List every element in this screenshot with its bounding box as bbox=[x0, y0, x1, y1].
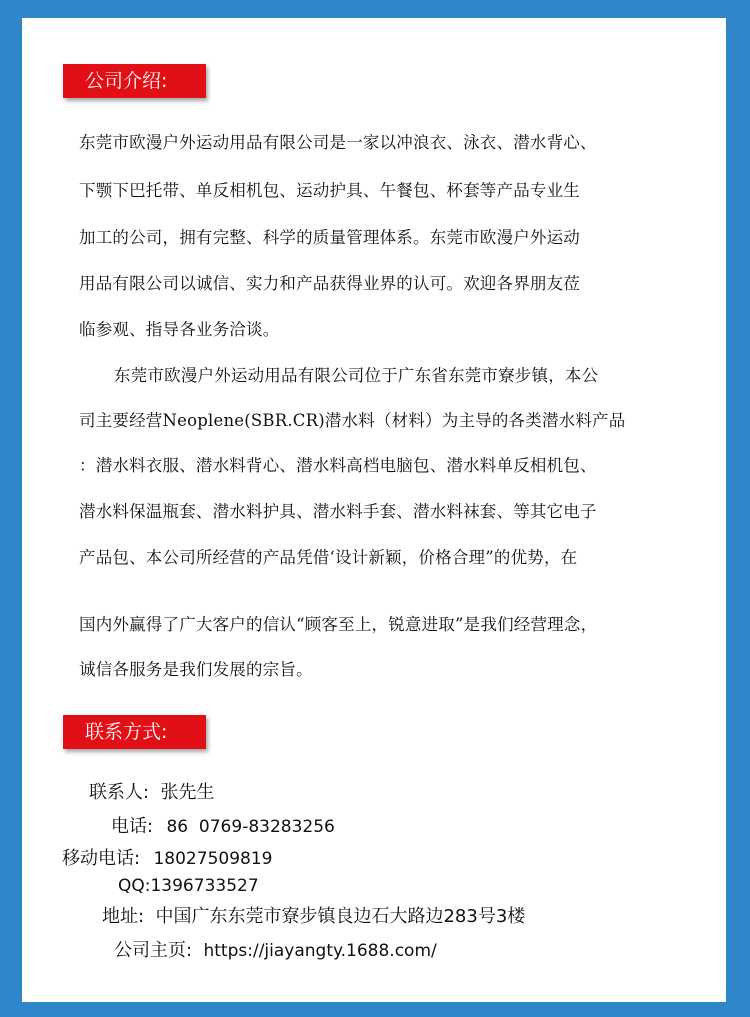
contact-person-label: 联系人: bbox=[89, 782, 150, 803]
address-row bbox=[102, 902, 525, 928]
intro-line-1: 东莞市欧漫户外运动用品有限公司是一家以冲浪衣、泳衣、潜水背心、 bbox=[79, 133, 597, 152]
intro-line-3: 加工的公司，拥有完整、科学的质量管理体系。东莞市欧漫户外运动 bbox=[79, 228, 580, 247]
intro-line-8: ：潜水料衣服、潜水料背心、潜水料高档电脑包、潜水料单反相机包、 bbox=[79, 456, 597, 475]
mobile-row bbox=[62, 844, 272, 870]
phone-row bbox=[111, 812, 335, 838]
mobile-label: 移动电话: bbox=[62, 848, 141, 869]
contact-heading: 联系方式: bbox=[63, 715, 206, 749]
company-intro-heading: 公司介绍: bbox=[63, 64, 206, 98]
intro-line-4: 用品有限公司以诚信、实力和产品获得业界的认可。欢迎各界朋友莅 bbox=[79, 274, 580, 293]
homepage-row bbox=[114, 936, 437, 962]
intro-line-12: 诚信各服务是我们发展的宗旨。 bbox=[79, 660, 313, 679]
homepage-label: 公司主页: bbox=[114, 940, 193, 961]
address-label: 地址: bbox=[102, 906, 145, 927]
intro-line-11: 国内外赢得了广大客户的信认“顾客至上，锐意进取”是我们经营理念， bbox=[79, 615, 598, 634]
intro-line-5: 临参观、指导各业务洽谈。 bbox=[79, 320, 280, 339]
document-frame bbox=[22, 18, 726, 1002]
intro-line-7: 司主要经营Neoplene(SBR.CR)潜水料（材料）为主导的各类潜水料产品 bbox=[79, 411, 626, 430]
qq-row bbox=[118, 876, 259, 896]
intro-line-9: 潜水料保温瓶套、潜水料护具、潜水料手套、潜水料袜套、等其它电子 bbox=[79, 502, 597, 521]
phone-value: 86 0769-83283256 bbox=[166, 817, 335, 837]
phone-label: 电话: bbox=[111, 816, 154, 837]
homepage-link[interactable]: https://jiayangty.1688.com/ bbox=[203, 941, 437, 961]
contact-person-value: 张先生 bbox=[160, 782, 215, 803]
intro-line-6: 东莞市欧漫户外运动用品有限公司位于广东省东莞市寮步镇，本公 bbox=[114, 366, 599, 385]
intro-line-2: 下颚下巴托带、单反相机包、运动护具、午餐包、杯套等产品专业生 bbox=[79, 181, 580, 200]
intro-line-10: 产品包、本公司所经营的产品凭借‘设计新颖，价格合理”的优势，在 bbox=[79, 548, 578, 567]
mobile-value: 18027509819 bbox=[153, 849, 273, 869]
contact-person-row bbox=[89, 778, 214, 804]
address-value: 中国广东东莞市寮步镇良边石大路边283号3楼 bbox=[155, 906, 526, 927]
qq-value: QQ:1396733527 bbox=[118, 876, 259, 896]
